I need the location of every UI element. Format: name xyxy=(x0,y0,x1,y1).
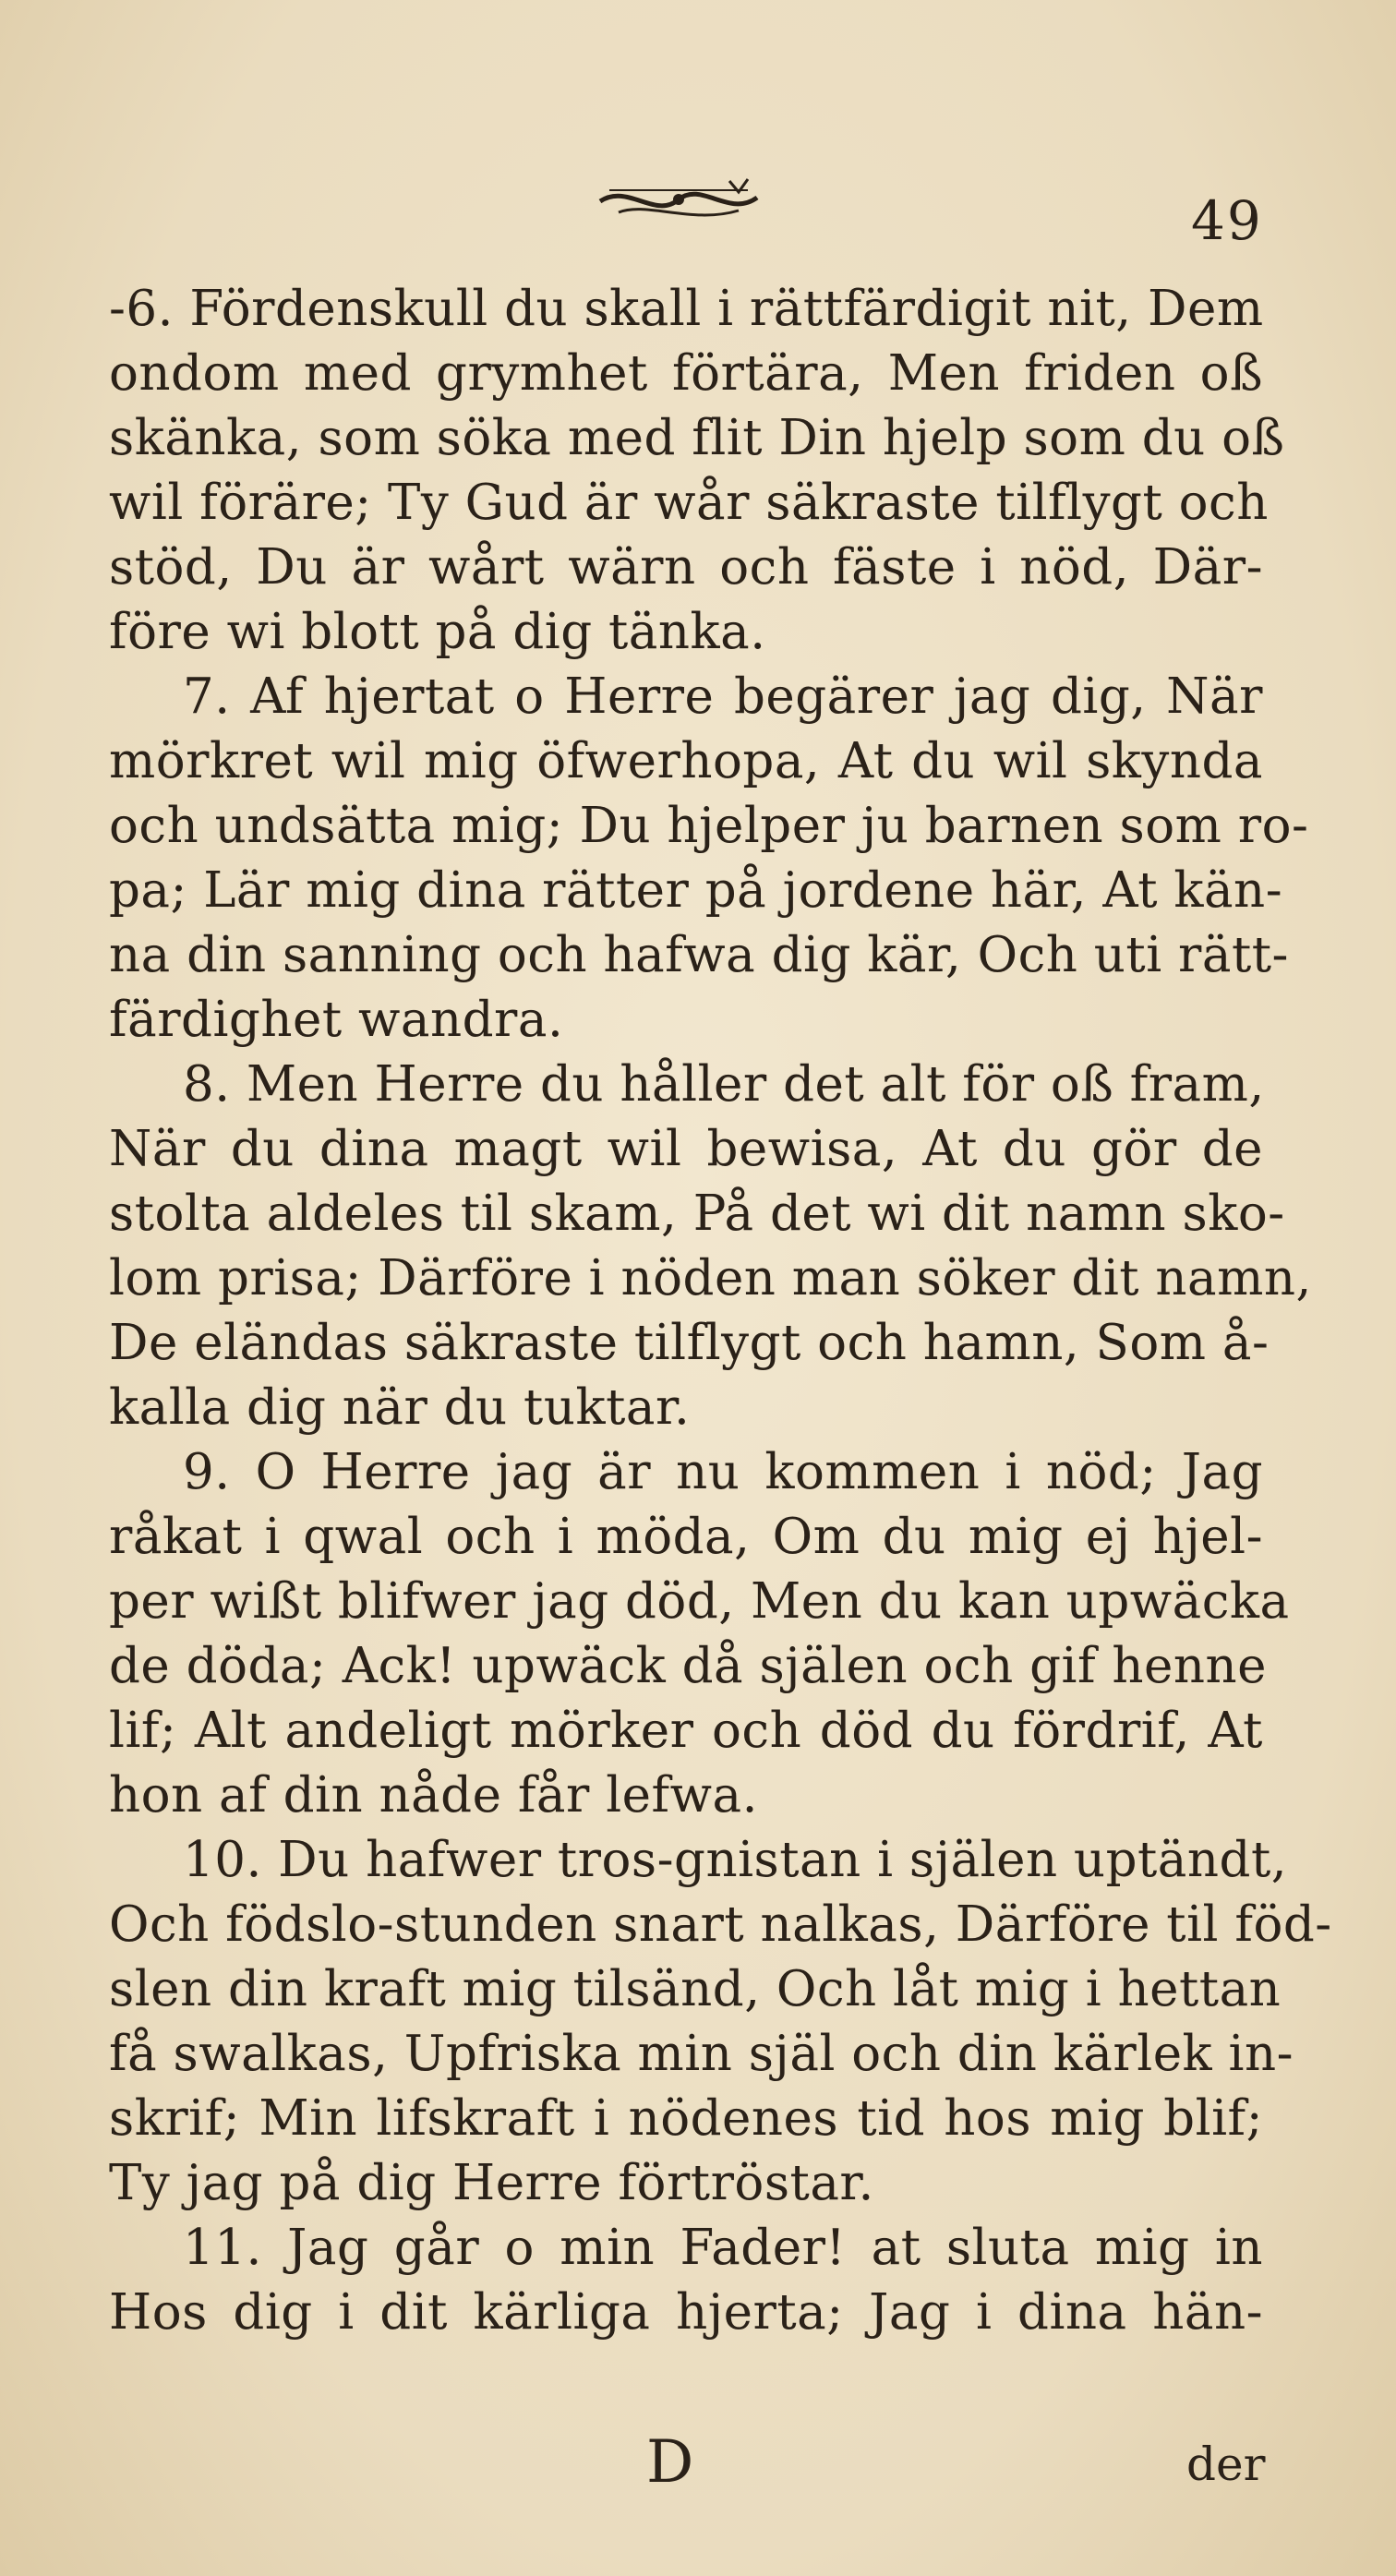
catchword: der xyxy=(1186,2438,1266,2491)
text-line: och undsätta mig; Du hjelper ju barnen som ro- xyxy=(109,798,1309,854)
text-line: slen din kraft mig tilsänd, Och låt mig i hettan xyxy=(109,1961,1282,2017)
text-line: 10. Du hafwer tros-gnistan i själen uptändt, xyxy=(183,1832,1288,1888)
text-line: få swalkas, Upfriska min själ och din kärlek in- xyxy=(109,2026,1294,2082)
text-line: wil föräre; Ty Gud är wår säkraste tilflygt och xyxy=(109,475,1269,531)
text-line: de döda; Ack! upwäck då själen och gif henne xyxy=(109,1638,1268,1694)
text-line: Ty jag på dig Herre förtröstar. xyxy=(109,2155,874,2211)
text-line: Och födslo-stunden snart nalkas, Därföre til föd- xyxy=(109,1896,1332,1953)
text-line: De eländas säkraste tilflygt och hamn, Som å- xyxy=(109,1315,1270,1371)
page-number: 49 xyxy=(1191,189,1263,252)
signature-mark: D xyxy=(646,2428,694,2497)
text-line: lom prisa; Därföre i nöden man söker dit namn, xyxy=(109,1250,1312,1306)
text-line: råkat i qwal och i möda, Om du mig ej hjel- xyxy=(109,1509,1263,1565)
text-line: na din sanning och hafwa dig kär, Och uti rätt- xyxy=(109,927,1289,983)
text-line: 9. O Herre jag är nu kommen i nöd; Jag xyxy=(183,1444,1263,1500)
text-line: När du dina magt wil bewisa, At du gör de xyxy=(109,1121,1263,1177)
text-line: per wißt blifwer jag död, Men du kan upwäcka xyxy=(109,1573,1290,1630)
text-line: hon af din nåde får lefwa. xyxy=(109,1767,758,1824)
text-line: kalla dig när du tuktar. xyxy=(109,1379,691,1436)
text-line: mörkret wil mig öfwerhopa, At du wil skynda xyxy=(109,733,1263,789)
text-line: skänka, som söka med flit Din hjelp som du oß xyxy=(109,410,1285,466)
text-line: skrif; Min lifskraft i nödenes tid hos mig blif; xyxy=(109,2090,1263,2147)
text-line: lif; Alt andeligt mörker och död du fördrif, At xyxy=(109,1703,1263,1759)
text-line: 11. Jag går o min Fader! at sluta mig in xyxy=(183,2220,1263,2276)
text-line: stolta aldeles til skam, På det wi dit namn sko- xyxy=(109,1186,1285,1242)
text-line: stöd, Du är wårt wärn och fäste i nöd, Där- xyxy=(109,539,1263,596)
text-line: färdighet wandra. xyxy=(109,992,564,1048)
text-line: Hos dig i dit kärliga hjerta; Jag i dina hän- xyxy=(109,2284,1263,2341)
text-line: -6. Fördenskull du skall i rättfärdigit nit, Dem xyxy=(109,281,1264,337)
text-line: 7. Af hjertat o Herre begärer jag dig, När xyxy=(183,668,1263,725)
text-line: ondom med grymhet förtära, Men friden oß xyxy=(109,345,1263,402)
header-ornament-icon xyxy=(591,174,766,229)
text-line: pa; Lär mig dina rätter på jordene här, At kän- xyxy=(109,862,1283,919)
text-line: före wi blott på dig tänka. xyxy=(109,604,766,660)
text-line: 8. Men Herre du håller det alt för oß fram, xyxy=(183,1056,1265,1113)
